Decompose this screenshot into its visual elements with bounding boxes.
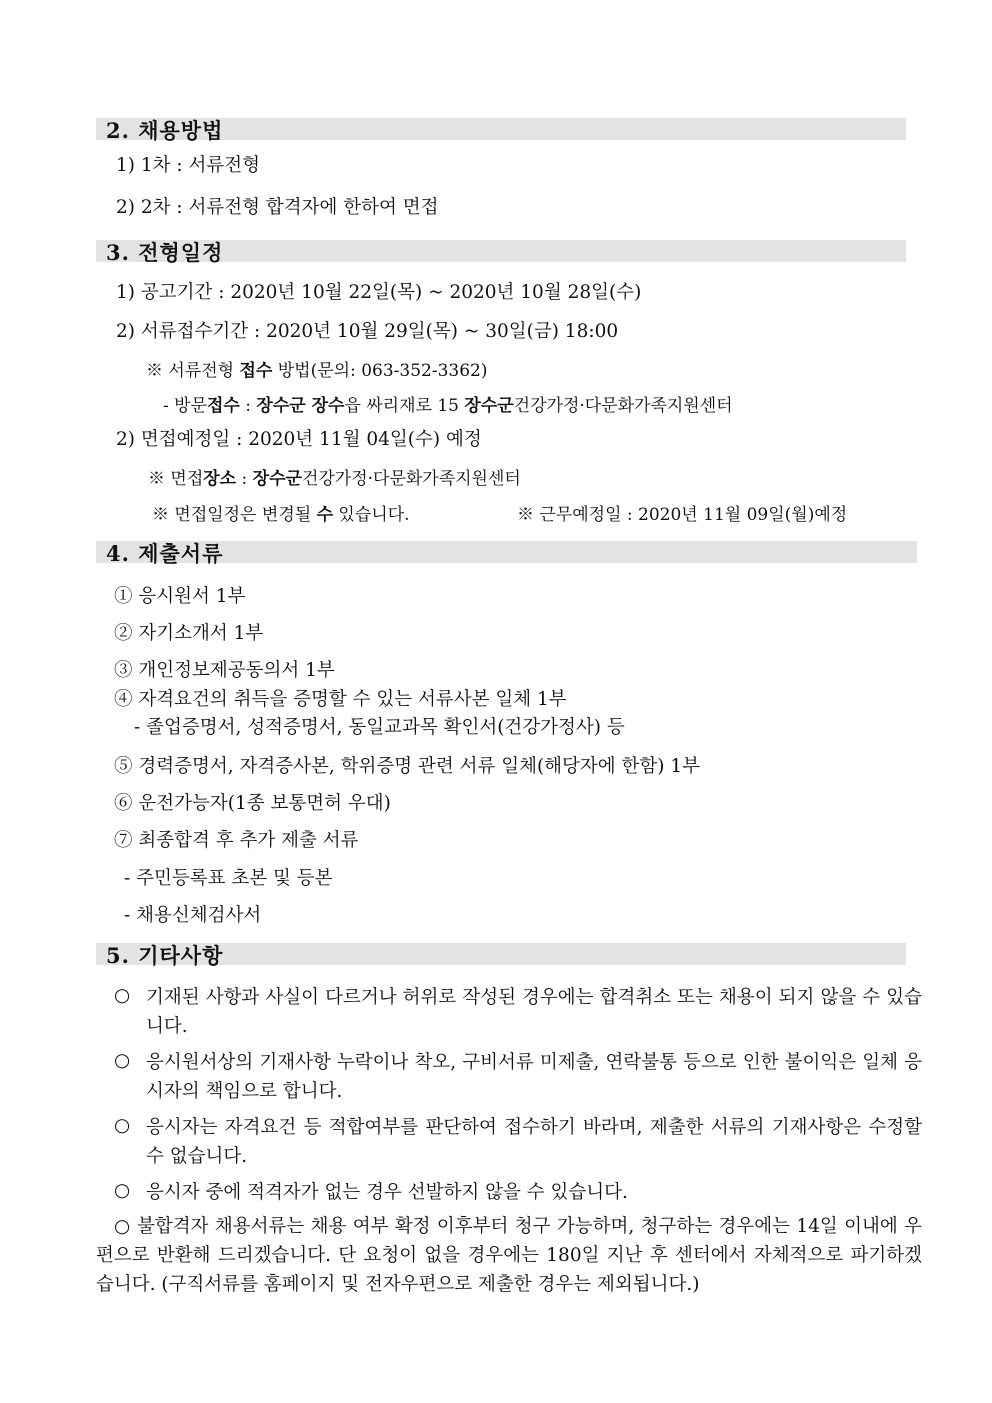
note-paragraph-2: 응시원서상의 기재사항 누락이나 착오, 구비서류 미제출, 연락불통 등으로 인한 불이익은 일체 응시자의 책임으로 합니다.	[146, 1052, 922, 1102]
section-header-required-documents	[96, 541, 917, 566]
interview-location-note: ※ 면접장소 : 장수군건강가정·다문화가족지원센터	[148, 469, 521, 489]
section-header-other-notes	[96, 943, 906, 968]
bullet-icon: ○	[114, 985, 131, 1006]
document-item-3: ③ 개인정보제공동의서 1부	[114, 660, 335, 681]
document-item-4-detail: - 졸업증명서, 성적증명서, 동일교과목 확인서(건강가정사) 등	[134, 717, 625, 738]
note-paragraph-4: 응시자 중에 적격자가 없는 경우 선발하지 않을 수 있습니다.	[146, 1182, 628, 1203]
work-start-date-note: ※ 근무예정일 : 2020년 11월 09일(월)예정	[517, 505, 848, 525]
method-item-2: 2) 2차 : 서류전형 합격자에 한하여 면접	[116, 197, 439, 218]
document-submission-method-note: ※ 서류전형 접수 방법(문의: 063-352-3362)	[146, 361, 488, 381]
document-item-5: ⑤ 경력증명서, 자격증사본, 학위증명 관련 서류 일체(해당자에 한함) 1부	[114, 756, 701, 777]
schedule-document-period: 2) 서류접수기간 : 2020년 10월 29일(목) ~ 30일(금) 18:00	[116, 321, 619, 342]
section-title: 4. 제출서류	[106, 541, 224, 566]
section-title: 5. 기타사항	[106, 943, 224, 968]
section-header-schedule	[96, 240, 906, 265]
method-item-1: 1) 1차 : 서류전형	[116, 155, 260, 176]
section-header-recruitment-method	[96, 118, 906, 143]
document-item-6: ⑥ 운전가능자(1종 보통면허 우대)	[114, 793, 391, 814]
document-item-7-detail-2: - 채용신체검사서	[124, 905, 262, 926]
document-item-1: ① 응시원서 1부	[114, 586, 246, 607]
document-item-2: ② 자기소개서 1부	[114, 623, 264, 644]
bullet-icon: ○	[114, 1115, 131, 1136]
schedule-interview-date: 2) 면접예정일 : 2020년 11월 04일(수) 예정	[116, 429, 482, 450]
document-item-7-detail-1: - 주민등록표 초본 및 등본	[124, 868, 333, 889]
schedule-notice-period: 1) 공고기간 : 2020년 10월 22일(목) ~ 2020년 10월 28일(수)	[116, 282, 642, 303]
bullet-icon: ○	[114, 1180, 131, 1201]
section-title: 2. 채용방법	[106, 118, 224, 143]
note-paragraph-5: ○ 불합격자 채용서류는 채용 여부 확정 이후부터 청구 가능하며, 청구하는 경우에는 14일 이내에 우편으로 반환해 드리겠습니다. 단 요청이 없을 경우에는 180일 지난 후 센터에서 자체적으로 파기하겠습니다. (구직서류를 홈페이지 및 전자우편으로 제출한 경우는 제외됩니다.)	[96, 1216, 922, 1295]
document-item-4: ④ 자격요건의 취득을 증명할 수 있는 서류사본 일체 1부	[114, 689, 567, 710]
document-item-7: ⑦ 최종합격 후 추가 제출 서류	[114, 830, 359, 851]
section-title: 3. 전형일정	[106, 240, 224, 265]
note-paragraph-3: 응시자는 자격요건 등 적합여부를 판단하여 접수하기 바라며, 제출한 서류의 기재사항은 수정할 수 없습니다.	[146, 1117, 922, 1167]
bullet-icon: ○	[114, 1050, 131, 1071]
interview-change-note: ※ 면접일정은 변경될 수 있습니다.	[152, 505, 410, 525]
visit-submission-address: - 방문접수 : 장수군 장수읍 싸리재로 15 장수군건강가정·다문화가족지원센터	[163, 396, 733, 416]
note-paragraph-1: 기재된 사항과 사실이 다르거나 허위로 작성된 경우에는 합격취소 또는 채용이 되지 않을 수 있습니다.	[146, 987, 922, 1037]
